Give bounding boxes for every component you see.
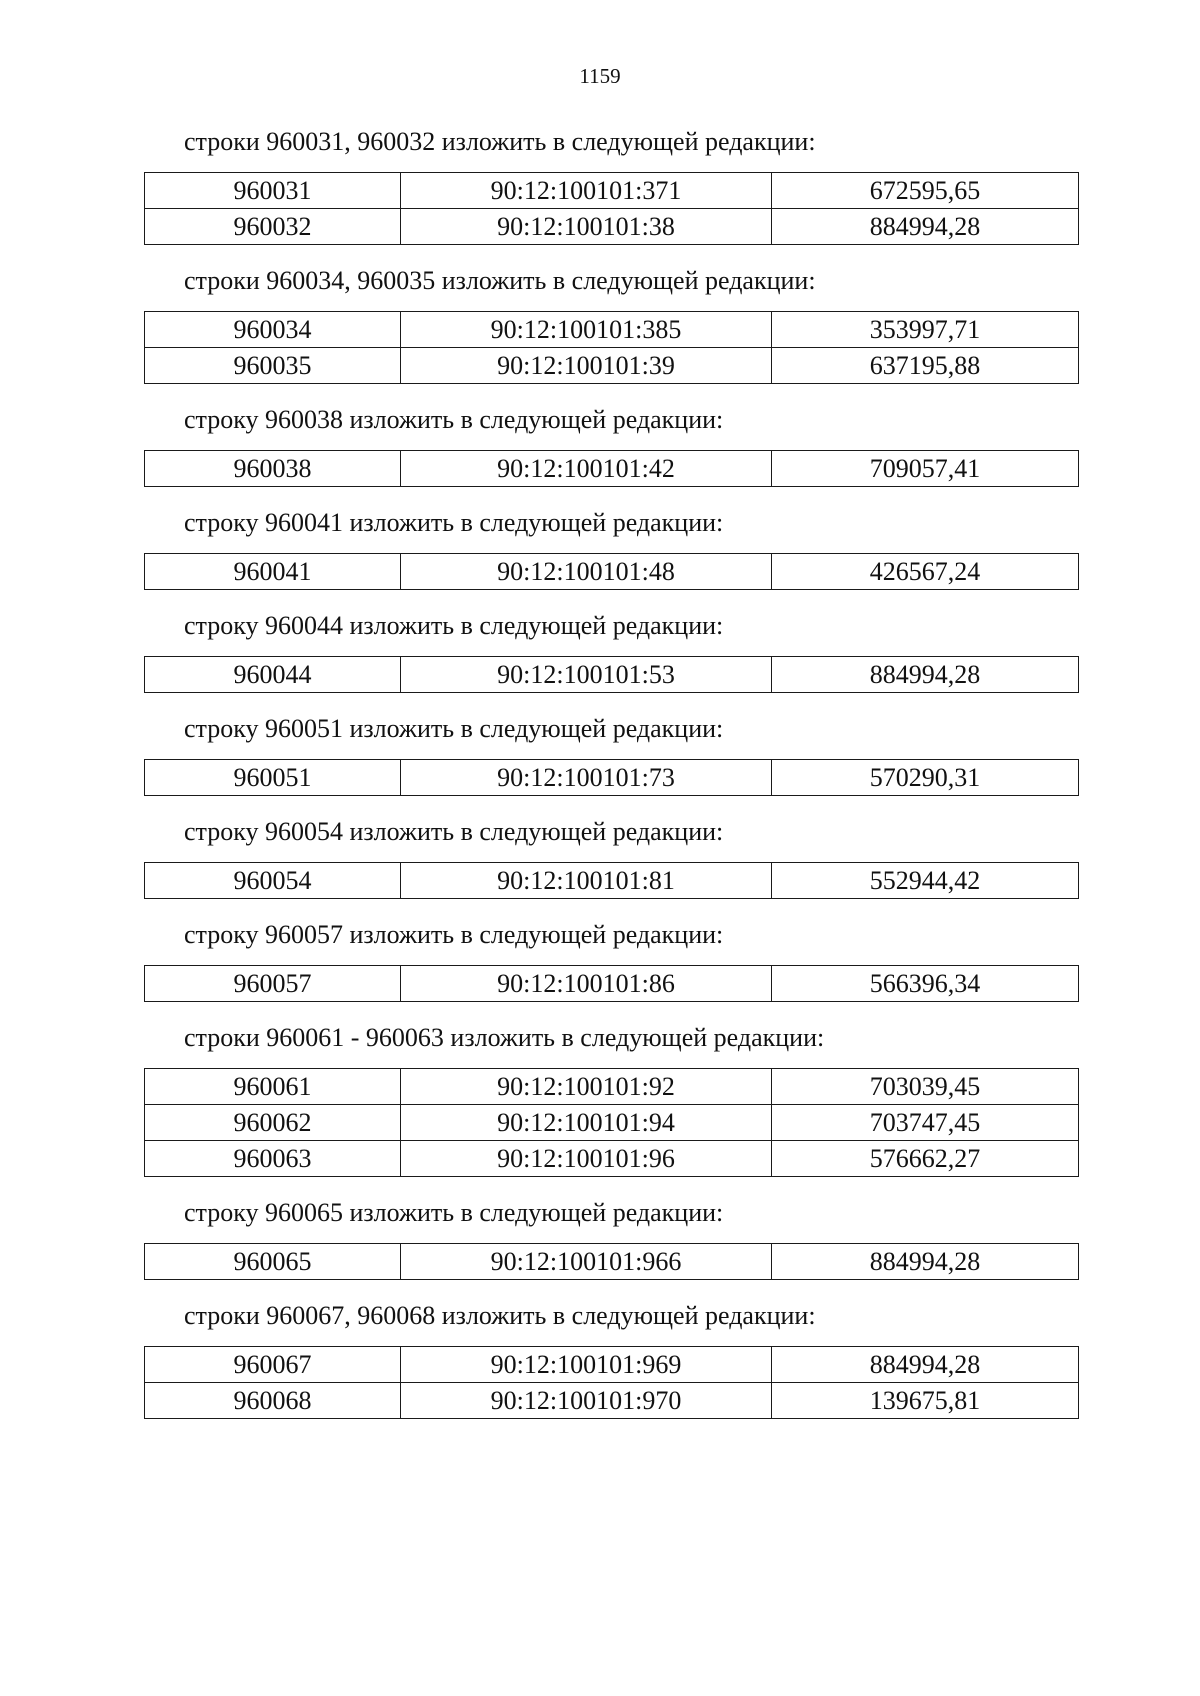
row-code-cell: 960067: [145, 1347, 401, 1383]
row-code-cell: 960061: [145, 1069, 401, 1105]
row-code-cell: 960051: [145, 760, 401, 796]
document-body: [144, 126, 1078, 1439]
amendment-table: [144, 172, 1079, 245]
value-cell: 672595,65: [772, 173, 1079, 209]
section-heading: строки 960031, 960032 изложить в следующей редакции:: [184, 127, 816, 156]
section-heading: строку 960038 изложить в следующей редакции:: [184, 405, 724, 434]
table-row: [145, 1141, 1079, 1177]
amendment-table: [144, 450, 1079, 487]
table-row: [145, 863, 1079, 899]
value-cell: 139675,81: [772, 1383, 1079, 1419]
value-cell: 426567,24: [772, 554, 1079, 590]
row-code-cell: 960063: [145, 1141, 401, 1177]
table-row: [145, 348, 1079, 384]
table-row: [145, 1383, 1079, 1419]
amendment-table: [144, 759, 1079, 796]
amendment-table: [144, 1346, 1079, 1419]
cadastral-number-cell: 90:12:100101:86: [401, 966, 772, 1002]
value-cell: 637195,88: [772, 348, 1079, 384]
row-code-cell: 960068: [145, 1383, 401, 1419]
value-cell: 703039,45: [772, 1069, 1079, 1105]
table-row: [145, 209, 1079, 245]
cadastral-number-cell: 90:12:100101:73: [401, 760, 772, 796]
cadastral-number-cell: 90:12:100101:969: [401, 1347, 772, 1383]
table-row: [145, 1105, 1079, 1141]
amendment-table: [144, 656, 1079, 693]
value-cell: 884994,28: [772, 1347, 1079, 1383]
value-cell: 884994,28: [772, 657, 1079, 693]
table-row: [145, 1069, 1079, 1105]
cadastral-number-cell: 90:12:100101:96: [401, 1141, 772, 1177]
section-heading: строки 960034, 960035 изложить в следующей редакции:: [184, 266, 816, 295]
value-cell: 566396,34: [772, 966, 1079, 1002]
cadastral-number-cell: 90:12:100101:42: [401, 451, 772, 487]
amendment-table: [144, 862, 1079, 899]
table-row: [145, 760, 1079, 796]
amendment-table: [144, 965, 1079, 1002]
section-heading: строку 960041 изложить в следующей редакции:: [184, 508, 724, 537]
section-heading: строки 960061 - 960063 изложить в следующей редакции:: [184, 1023, 825, 1052]
value-cell: 576662,27: [772, 1141, 1079, 1177]
row-code-cell: 960034: [145, 312, 401, 348]
amendment-table: [144, 1243, 1079, 1280]
cadastral-number-cell: 90:12:100101:48: [401, 554, 772, 590]
table-row: [145, 1244, 1079, 1280]
value-cell: 709057,41: [772, 451, 1079, 487]
table-row: [145, 966, 1079, 1002]
row-code-cell: 960065: [145, 1244, 401, 1280]
row-code-cell: 960041: [145, 554, 401, 590]
section-heading: строку 960051 изложить в следующей редакции:: [184, 714, 724, 743]
amendment-table: [144, 311, 1079, 384]
table-row: [145, 451, 1079, 487]
cadastral-number-cell: 90:12:100101:38: [401, 209, 772, 245]
cadastral-number-cell: 90:12:100101:371: [401, 173, 772, 209]
cadastral-number-cell: 90:12:100101:966: [401, 1244, 772, 1280]
row-code-cell: 960038: [145, 451, 401, 487]
table-row: [145, 1347, 1079, 1383]
row-code-cell: 960054: [145, 863, 401, 899]
value-cell: 552944,42: [772, 863, 1079, 899]
cadastral-number-cell: 90:12:100101:81: [401, 863, 772, 899]
section-heading: строки 960067, 960068 изложить в следующей редакции:: [184, 1301, 816, 1330]
value-cell: 884994,28: [772, 209, 1079, 245]
cadastral-number-cell: 90:12:100101:92: [401, 1069, 772, 1105]
section-heading: строку 960057 изложить в следующей редакции:: [184, 920, 724, 949]
cadastral-number-cell: 90:12:100101:970: [401, 1383, 772, 1419]
cadastral-number-cell: 90:12:100101:53: [401, 657, 772, 693]
row-code-cell: 960057: [145, 966, 401, 1002]
section-heading: строку 960044 изложить в следующей редакции:: [184, 611, 724, 640]
value-cell: 353997,71: [772, 312, 1079, 348]
row-code-cell: 960032: [145, 209, 401, 245]
cadastral-number-cell: 90:12:100101:385: [401, 312, 772, 348]
table-row: [145, 657, 1079, 693]
table-row: [145, 312, 1079, 348]
table-row: [145, 554, 1079, 590]
row-code-cell: 960035: [145, 348, 401, 384]
cadastral-number-cell: 90:12:100101:39: [401, 348, 772, 384]
section-heading: строку 960054 изложить в следующей редакции:: [184, 817, 724, 846]
value-cell: 570290,31: [772, 760, 1079, 796]
value-cell: 703747,45: [772, 1105, 1079, 1141]
section-heading: строку 960065 изложить в следующей редакции:: [184, 1198, 724, 1227]
amendment-table: [144, 1068, 1079, 1177]
value-cell: 884994,28: [772, 1244, 1079, 1280]
cadastral-number-cell: 90:12:100101:94: [401, 1105, 772, 1141]
page-number: 1159: [579, 64, 621, 88]
amendment-table: [144, 553, 1079, 590]
row-code-cell: 960044: [145, 657, 401, 693]
row-code-cell: 960062: [145, 1105, 401, 1141]
table-row: [145, 173, 1079, 209]
row-code-cell: 960031: [145, 173, 401, 209]
